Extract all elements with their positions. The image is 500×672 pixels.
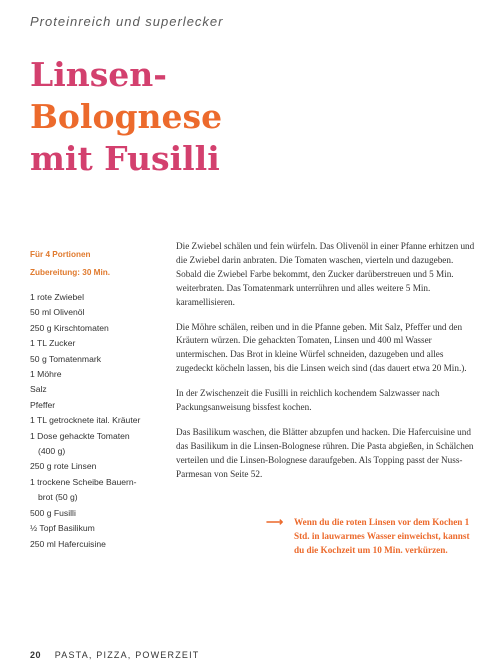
recipe-title-line-2: Bolognese bbox=[30, 97, 223, 136]
ingredient-item: 1 Dose gehackte Tomaten bbox=[30, 430, 130, 441]
ingredient-item: ½ Topf Basilikum bbox=[30, 523, 95, 534]
ingredient-item: Pfeffer bbox=[30, 399, 56, 410]
portions-label: Für 4 Portionen bbox=[30, 250, 91, 259]
ingredient-item: 50 ml Olivenöl bbox=[30, 307, 85, 318]
step-paragraph-3: In der Zwischenzeit die Fusilli in reichlich kochendem Salzwasser nach Packungsanweisung bissfest kochen. bbox=[176, 388, 440, 413]
ingredient-item-continuation: brot (50 g) bbox=[38, 492, 78, 503]
page-kicker: Proteinreich und superlecker bbox=[30, 14, 224, 29]
step-paragraph-2: Die Möhre schälen, reiben und in die Pfanne geben. Mit Salz, Pfeffer und den Kräutern würzen. Die gehackten Tomaten, Linsen und 400 ml Wasser untermischen. Das Brot in kleine Würfel schneiden, dazugeben und alles zugedeckt köcheln lassen, bis die Linsen weich sind (das dauert etwa 20 Min.). bbox=[176, 321, 467, 374]
page-number: 20 bbox=[30, 650, 42, 660]
ingredient-item: 1 TL getrocknete ital. Kräuter bbox=[30, 415, 141, 426]
ingredient-item: 250 g rote Linsen bbox=[30, 461, 97, 472]
ingredient-list bbox=[30, 290, 170, 552]
tip-text: Wenn du die roten Linsen vor dem Kochen 1 Std. in lauwarmes Wasser einweichst, kannst du die Kochzeit um 10 Min. verkürzen. bbox=[294, 517, 470, 555]
recipe-title-line-3: mit Fusilli bbox=[30, 139, 220, 178]
recipe-title-line-1: Linsen- bbox=[30, 55, 167, 94]
ingredient-item: 1 rote Zwiebel bbox=[30, 292, 84, 302]
recipe-title bbox=[30, 54, 222, 180]
tip-box bbox=[266, 516, 476, 558]
ingredient-item: 250 g Kirschtomaten bbox=[30, 322, 109, 333]
preparation-steps bbox=[176, 240, 476, 493]
ingredient-item-continuation: (400 g) bbox=[38, 446, 66, 457]
step-paragraph-4: Das Basilikum waschen, die Blätter abzupfen und hacken. Die Hafercuisine und das Basilikum in die Linsen-Bolognese rühren. Die Pasta abgießen, in Schälchen verteilen und die Linsen-Bolognese daraufgeben. Als Topping passt der Nuss-Parmesan von Seite 52. bbox=[176, 426, 474, 479]
step-paragraph-1: Die Zwiebel schälen und fein würfeln. Das Olivenöl in einer Pfanne erhitzen und die Zwiebel darin anbraten. Die Tomaten waschen, vierteln und dazugeben. Sobald die Zwiebel Farbe bekommt, den Zucker darüberstreuen und 5 Min. weiterbraten. Das Tomatenmark unterrühren und alles weitere 5 Min. karamellisieren. bbox=[176, 241, 475, 307]
ingredient-item: 500 g Fusilli bbox=[30, 507, 76, 518]
section-name: PASTA, PIZZA, POWERZEIT bbox=[54, 650, 200, 660]
recipe-meta bbox=[30, 246, 110, 282]
ingredient-item: 250 ml Hafercuisine bbox=[30, 538, 106, 549]
page-footer bbox=[30, 650, 200, 660]
ingredient-item: 1 trockene Scheibe Bauern- bbox=[30, 476, 137, 487]
arrow-right-icon: ⟶ bbox=[266, 515, 284, 529]
prep-time-label: Zubereitung: 30 Min. bbox=[30, 268, 111, 277]
ingredient-item: 1 TL Zucker bbox=[30, 338, 76, 349]
ingredient-item: 1 Möhre bbox=[30, 369, 62, 380]
ingredient-item: Salz bbox=[30, 384, 47, 395]
ingredient-item: 50 g Tomatenmark bbox=[30, 353, 102, 364]
